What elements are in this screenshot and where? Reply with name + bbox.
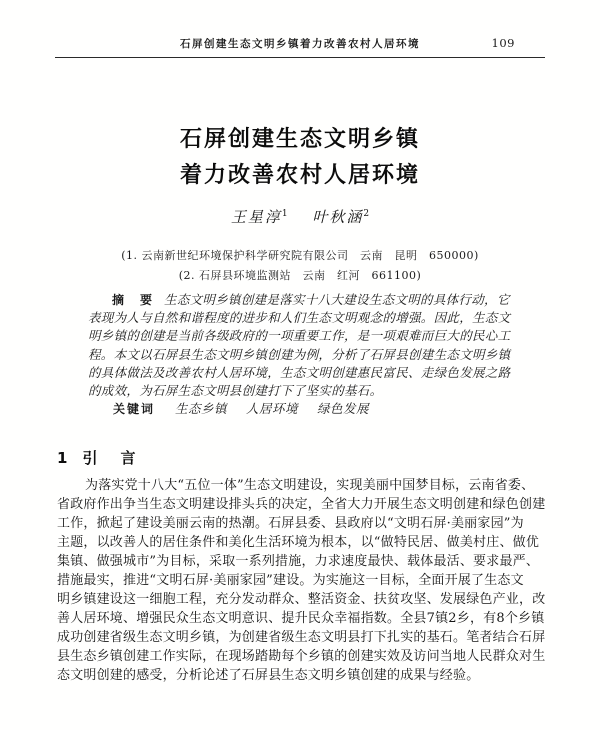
author-name: 王星淳: [230, 208, 282, 226]
keywords: [113, 399, 540, 417]
article-title-line1: 石屏创建生态文明乡镇: [179, 126, 420, 152]
abstract-label: 摘 要: [112, 293, 155, 307]
abstract-line: 的成效，为石屏生态文明县创建打下了坚实的基石。: [88, 383, 383, 399]
body-line: 主题，以改善人的居住条件和美化生活环境为根本，以“做特民居、做美村庄、做优: [57, 535, 540, 550]
abstract-line: [88, 291, 516, 309]
body-paragraph: [57, 476, 544, 685]
body-line: 集镇、做强城市”为目标，采取一系列措施，力求速度最快、载体最活、要求最严、: [57, 554, 540, 569]
header-rule: [55, 57, 545, 58]
abstract-line: 明乡镇的创建是当前各级政府的一项重要工作，是一项艰难而巨大的民心工: [88, 328, 511, 344]
body-line: 省政府作出争当生态文明建设排头兵的决定，全省大力开展生态文明创建和绿色创建: [57, 497, 546, 512]
keyword-item: 绿色发展: [317, 401, 370, 416]
body-line: 县生态乡镇创建工作实际，在现场踏勘每个乡镇的创建实效及访问当地人民群众对生: [57, 649, 546, 664]
abstract-text: 生态文明乡镇创建是落实十八大建设生态文明的具体行动，它: [164, 292, 510, 307]
body-line: 善人居环境、增强民众生态文明意识、提升民众幸福指数。全县7镇2乡，有8个乡镇: [57, 611, 545, 626]
body-line: 措施最实，推进“文明石屏·美丽家园”建设。为实施这一目标，全面开展了生态文: [57, 573, 524, 588]
author: [231, 208, 288, 226]
section-heading-introduction: [57, 447, 139, 468]
running-title: 石屏创建生态文明乡镇着力改善农村人居环境: [180, 38, 420, 50]
author-name: 叶秋涵: [312, 208, 364, 226]
body-line: 明乡镇建设这一细胞工程，充分发动群众、整活资金、扶贫攻坚、发展绿色产业，改: [57, 592, 546, 607]
keyword-item: 生态乡镇: [175, 401, 228, 416]
abstract: [88, 291, 516, 400]
keywords-label: 关键词: [113, 402, 156, 416]
body-line: 成功创建省级生态文明乡镇，为创建省级生态文明县打下扎实的基石。笔者结合石屏: [57, 630, 546, 645]
abstract-line: 表现为人与自然和谐程度的进步和人们生态文明观念的增强。因此，生态文: [88, 310, 511, 326]
body-line: 为落实党十八大“五位一体”生态文明建设，实现美丽中国梦目标，云南省委、: [85, 478, 535, 493]
section-title: 引 言: [82, 449, 140, 467]
running-head: [57, 36, 543, 52]
abstract-line: 程。本文以石屏县生态文明乡镇创建为例，分析了石屏县创建生态文明乡镇: [88, 346, 511, 362]
author-superscript: 2: [363, 209, 370, 219]
affiliation: (2. 石屏县环境监测站 云南 红河 661100): [178, 269, 422, 282]
section-number: 1: [57, 449, 69, 467]
abstract-line: 的具体做法及改善农村人居环境，生态文明创建惠民富民、走绿色发展之路: [88, 364, 511, 380]
affiliation-list: [0, 246, 600, 286]
affiliation: (1. 云南新世纪环境保护科学研究院有限公司 云南 昆明 650000): [121, 249, 479, 262]
page-number: 109: [491, 36, 515, 50]
author-list: [0, 206, 600, 227]
keyword-item: 人居环境: [246, 401, 299, 416]
author: [312, 208, 369, 226]
body-line: 态文明创建的感受，分析论述了石屏县生态文明乡镇创建的成果与经验。: [57, 668, 480, 683]
article-title-line2: 着力改善农村人居环境: [179, 162, 420, 188]
article-title: [0, 121, 600, 193]
author-superscript: 1: [281, 209, 288, 219]
body-line: 工作，掀起了建设美丽云南的热潮。石屏县委、县政府以“文明石屏·美丽家园”为: [57, 516, 524, 531]
